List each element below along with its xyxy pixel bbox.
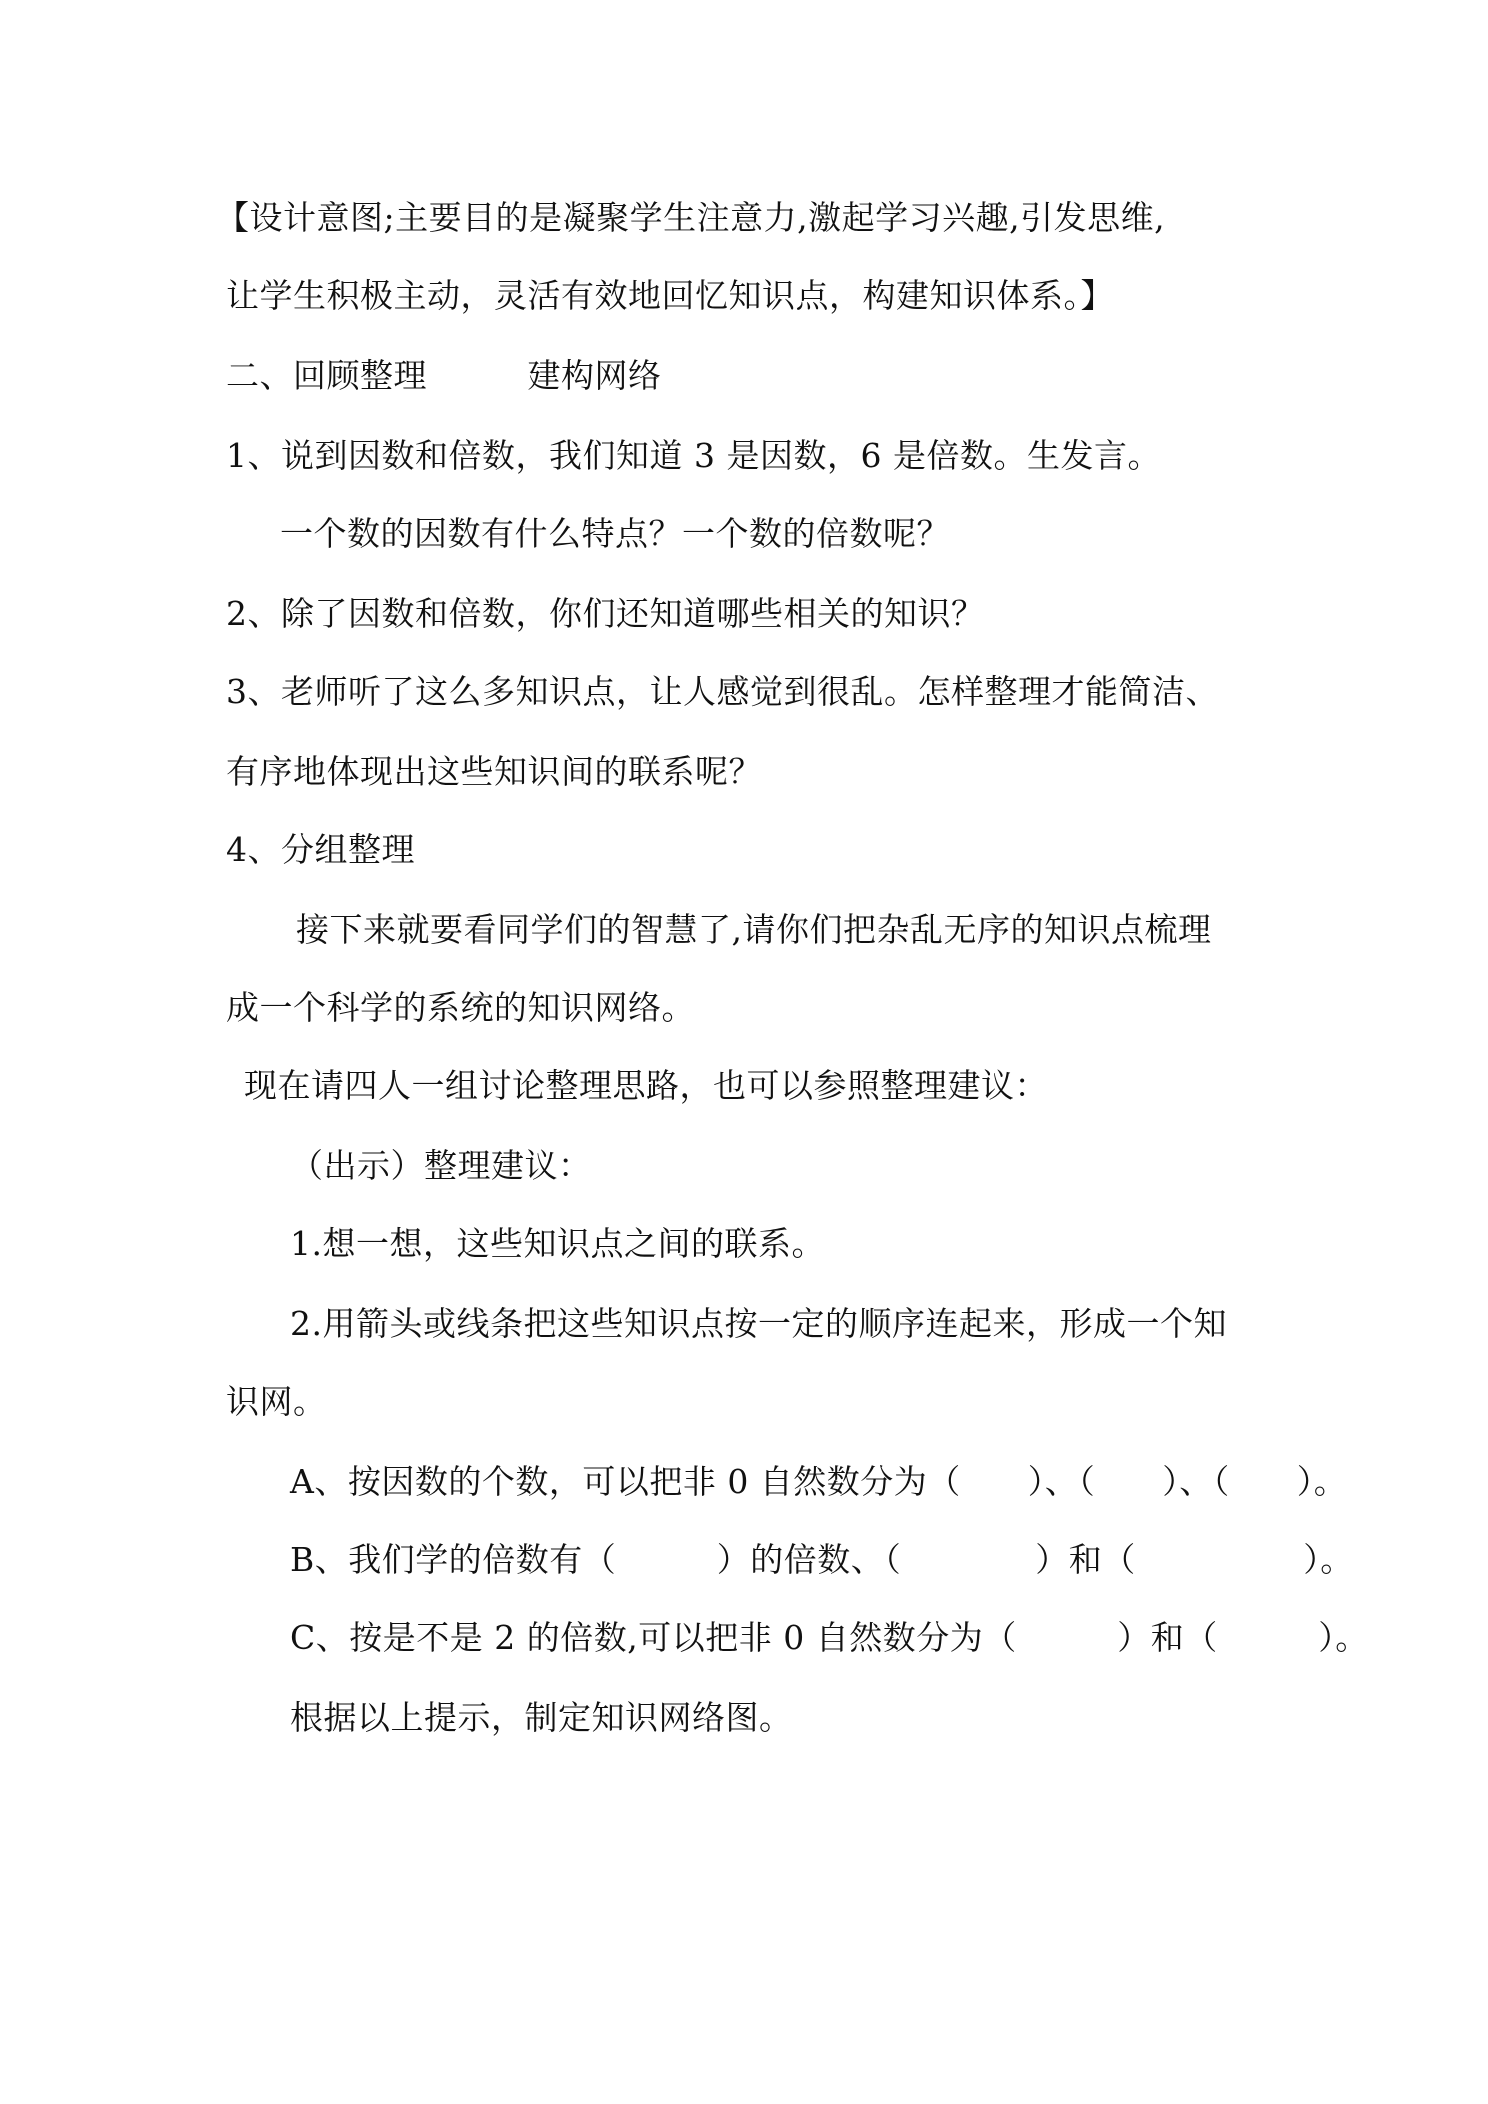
item-1-question: 一个数的因数有什么特点？一个数的倍数呢？ [280,514,950,553]
prompt-b: B、我们学的倍数有（ ）的倍数、（ ）和（ ）。 [290,1540,1354,1579]
item-2: 2、除了因数和倍数，你们还知道哪些相关的知识？ [226,594,985,633]
prompt-a: A、按因数的个数，可以把非 0 自然数分为（ ）、（ ）、（ ）。 [290,1462,1348,1501]
design-intent-line-1: 【设计意图;主要目的是凝聚学生注意力,激起学习兴趣,引发思维, [216,198,1166,237]
prompt-c: C、按是不是 2 的倍数,可以把非 0 自然数分为（ ）和（ ）。 [290,1618,1369,1657]
suggestion-2-line-1: 2.用箭头或线条把这些知识点按一定的顺序连起来，形成一个知 [290,1304,1227,1343]
suggestion-1: 1.想一想，这些知识点之间的联系。 [290,1224,825,1263]
item-4-paragraph-line-2: 成一个科学的系统的知识网络。 [226,988,695,1027]
item-4: 4、分组整理 [226,830,415,869]
section-heading: 二、回顾整理 建构网络 [226,356,662,395]
suggestions-heading: （出示）整理建议： [290,1146,592,1185]
item-4-paragraph-line-1: 接下来就要看同学们的智慧了,请你们把杂乱无序的知识点梳理 [296,910,1212,949]
design-intent-line-2: 让学生积极主动，灵活有效地回忆知识点，构建知识体系。】 [226,276,1114,315]
closing-instruction: 根据以上提示，制定知识网络图。 [290,1698,793,1737]
group-discussion-line: 现在请四人一组讨论整理思路，也可以参照整理建议： [244,1066,1048,1105]
item-3-line-1: 3、老师听了这么多知识点，让人感觉到很乱。怎样整理才能简洁、 [226,672,1219,711]
item-3-line-2: 有序地体现出这些知识间的联系呢？ [226,752,762,791]
suggestion-2-line-2: 识网。 [226,1382,327,1421]
item-1: 1、说到因数和倍数，我们知道 3 是因数，6 是倍数。生发言。 [226,436,1161,475]
